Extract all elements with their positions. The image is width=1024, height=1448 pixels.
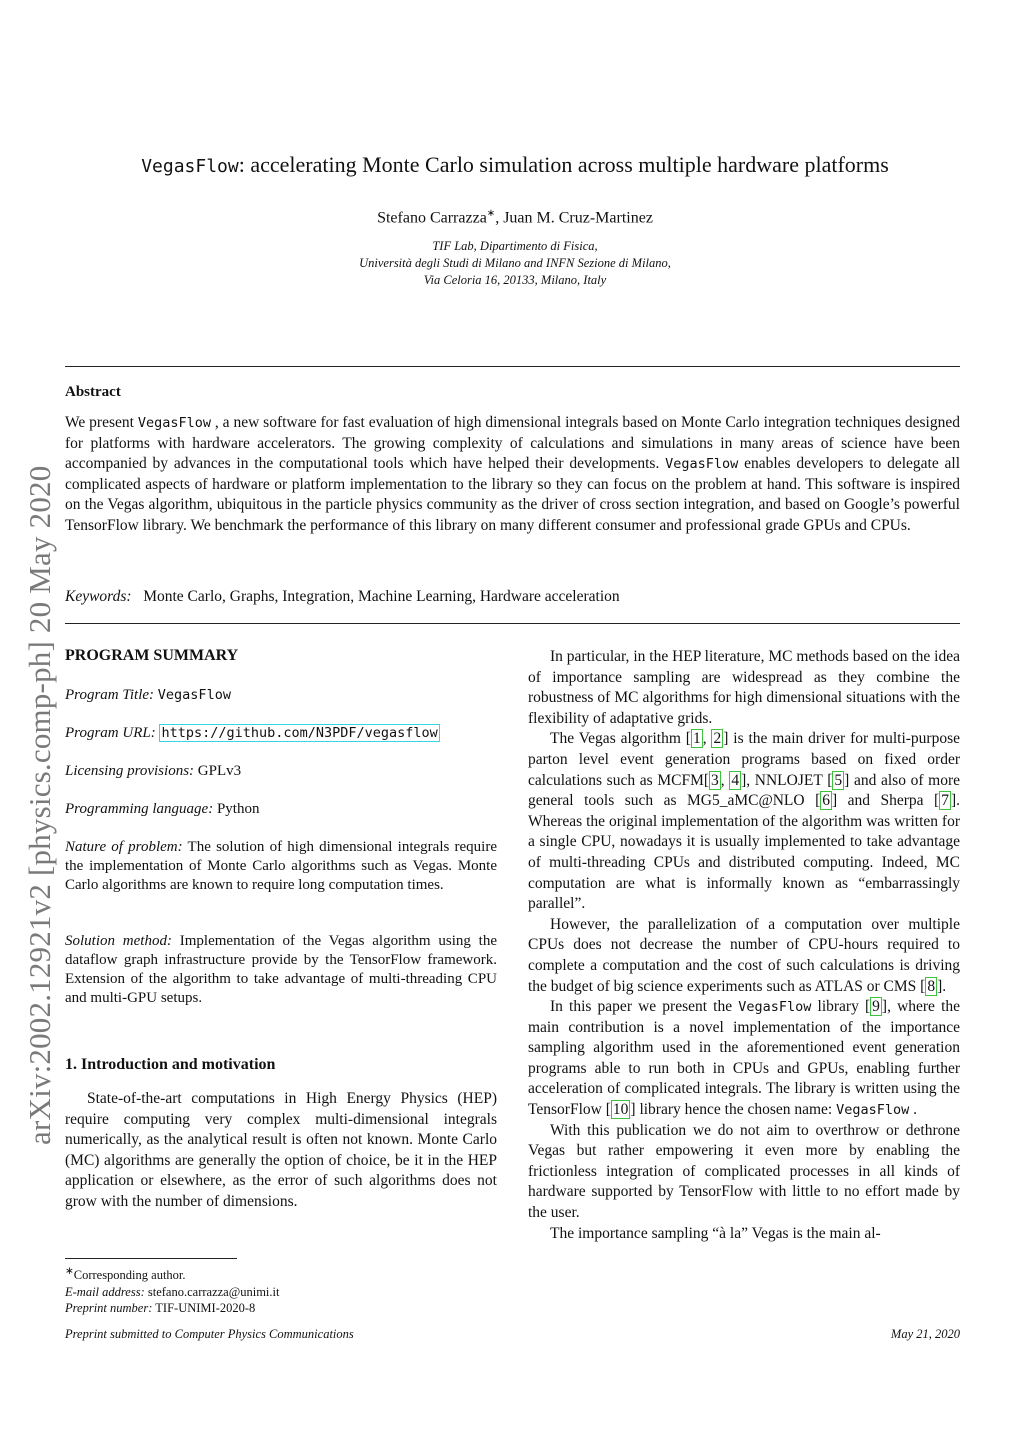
keywords-text: Monte Carlo, Graphs, Integration, Machine Learning, Hardware acceleration [143, 588, 620, 605]
title-software-name: VegasFlow [141, 156, 239, 177]
program-summary-heading: PROGRAM SUMMARY [65, 647, 239, 664]
top-rule [65, 366, 960, 367]
citation-link[interactable]: 10 [612, 1101, 629, 1119]
footnote-mark: ∗ [65, 1266, 74, 1277]
author-1-mark: ∗ [486, 208, 496, 219]
field-label: Programming language: [65, 801, 214, 817]
citation-link[interactable]: 1 [692, 730, 701, 748]
citation-link[interactable]: 8 [927, 977, 936, 995]
footnote [65, 1284, 279, 1301]
text: . [909, 1101, 918, 1119]
authors [60, 208, 970, 227]
citation-link[interactable]: 4 [731, 771, 740, 789]
section-heading: 1. Introduction and motivation [65, 1056, 276, 1073]
program-url-link[interactable]: https://github.com/N3PDF/vegasflow [161, 725, 438, 741]
solution-method [65, 932, 497, 1008]
arxiv-stamp: arXiv:2002.12921v2 [physics.comp-ph] 20 May 2020 [22, 465, 57, 1145]
nature-of-problem [65, 838, 497, 895]
paper-title [60, 152, 970, 178]
text: and also of more general tools such as MG5_aMC@NLO [528, 771, 961, 810]
preprint-number: TIF-UNIMI-2020-8 [155, 1301, 256, 1316]
field-label: Licensing provisions: [65, 763, 195, 779]
affiliation-line: Via Celoria 16, 20133, Milano, Italy [423, 273, 607, 287]
software-name: VegasFlow [137, 415, 211, 431]
licensing-field [65, 763, 241, 780]
paragraph: The Vegas algorithm [ 1 , 2 ] is the main driver for multi-purpose parton level event generation programs based on fixed order calculations such as MCFM[ 3 , 4 ], NNLOJET [ 5 ] and also of more general tools such as MG5_aMC@NLO [ 6 ] and Sherpa [ 7 ]. Whereas the original implementation of the algorithm was written for a single CPU, nowadays it is usually implemented to take advantage of multi-threading CPUs and distributed computing. Indeed, MC computation are what is informally known as “embarrassingly parallel”. [528, 730, 961, 913]
author-separator: , [495, 209, 504, 227]
text: and Sherpa [837, 792, 935, 810]
software-name: VegasFlow [665, 456, 739, 473]
email-address: stefano.carrazza@unimi.it [147, 1284, 280, 1299]
software-name: VegasFlow [738, 999, 812, 1016]
citation-link[interactable]: 2 [713, 730, 722, 748]
text: The Vegas algorithm [550, 730, 686, 748]
program-url-field [65, 725, 440, 742]
text: library [811, 998, 865, 1016]
affiliation-line: Università degli Studi di Milano and INFN Sezione di Milano, [359, 256, 671, 270]
text: However, the parallelization of a computation over multiple CPUs does not decrease the number of CPU-hours required to complete a computation and the cost of such calculations is driving the budget of big science experiments such as ATLAS or CMS [528, 915, 960, 995]
keywords-label: Keywords: [65, 588, 132, 605]
field-value: Python [216, 801, 260, 817]
text: . Whereas the original implementation of the algorithm was written for a single CPU, nowadays it is usually implemented to take advantage of multi-threading CPUs and distributed computing. Indeed, MC computation are what is informally known as “embarrassingly parallel”. [528, 792, 960, 913]
footnote-label: Preprint number: [65, 1301, 153, 1316]
abstract-text-part: enables developers to delegate all complicated aspects of hardware or platform implementation to the library so they can focus on the problem at hand. This software is inspired on the Vegas algorithm, ubiquitous in the particle physics community as the driver of cross section integration, and based on Google’s powerful TensorFlow library. We benchmark the performance of this library on many different consumer and professional grade GPUs and CPUs. [65, 455, 961, 534]
footnotes [65, 1264, 279, 1317]
field-label: Solution method: [65, 933, 172, 949]
abstract-text [65, 413, 960, 537]
field-label: Nature of problem: [65, 839, 183, 855]
field-value: GPLv3 [197, 763, 242, 779]
intro-paragraph [65, 1089, 497, 1213]
footnote-label: E-mail address: [65, 1284, 145, 1299]
citation-link[interactable]: 7 [941, 792, 949, 810]
field-text: Implementation of the Vegas algorithm using the dataflow graph infrastructure provide by the TensorFlow framework. Extension of the algorithm to take advantage of multi-threading CPU and multi-GPU setups. [65, 933, 498, 1006]
field-text: The solution of high dimensional integrals require the implementation of Monte Carlo algorithms such as Vegas. Monte Carlo algorithms are known to require long computation times. [65, 839, 497, 893]
footnote-text: Corresponding author. [73, 1268, 186, 1283]
footnote [65, 1264, 279, 1284]
abstract-text-part: We present [65, 414, 138, 431]
affiliation-line: TIF Lab, Dipartimento di Fisica, [432, 239, 598, 253]
citation-link[interactable]: 9 [872, 998, 880, 1016]
abstract-bottom-rule [65, 623, 960, 624]
citation-link[interactable]: 5 [834, 771, 843, 789]
field-label: Program Title: [65, 687, 155, 703]
footnote [65, 1300, 279, 1317]
footnote-rule [65, 1258, 237, 1259]
paragraph: In particular, in the HEP literature, MC methods based on the idea of importance sampling are widespread as they combine the robustness of MC algorithms for high dimensional situations with the flexibility of adaptative grids. [528, 648, 960, 727]
footer-journal: Preprint submitted to Computer Physics Communications [65, 1327, 354, 1341]
paragraph: With this publication we do not aim to overthrow or dethrone Vegas but rather empowering it even more by enabling the frictionless integration of complicated processes in all kinds of hardware supported by TensorFlow with little to no effort made by the user. [528, 1121, 960, 1222]
field-label: Program URL: [65, 725, 156, 741]
paragraph: In this paper we present the VegasFlow library [ 9 ], where the main contribution is a novel implementation of the importance sampling algorithm used in the aforementioned event generation programs able to run both in CPUs and GPUs, enabling further acceleration of complicated integrals. The library is written using the TensorFlow [ 10 ] library hence the chosen name: VegasFlow . [528, 998, 961, 1119]
text: library hence the chosen name: [635, 1101, 837, 1119]
text: In this paper we present the [550, 998, 739, 1016]
program-title-field [65, 687, 231, 704]
paragraph: However, the parallelization of a computation over multiple CPUs does not decrease the number of CPU-hours required to complete a computation and the cost of such calculations is driving the budget of big science experiments such as ATLAS or CMS [ 8 ]. [528, 915, 960, 995]
text: , NNLOJET [746, 771, 828, 789]
abstract-text-part: , a new software for fast evaluation of high dimensional integrals based on Monte Carlo integration techniques designed for platforms with hardware accelerators. The growing complexity of calculations and simulations in many areas of science have been accompanied by advances in the computational tools which have helped their developments. [65, 414, 960, 473]
author-1: Stefano Carrazza [377, 209, 487, 227]
affiliation [60, 238, 970, 289]
citation-link[interactable]: 6 [822, 792, 830, 810]
text: . [942, 977, 947, 995]
footer-date: May 21, 2020 [890, 1327, 960, 1341]
paragraph: State-of-the-art computations in High Energy Physics (HEP) require computing very complex multi-dimensional integrals numerically, as the analytical result is often not known. Monte Carlo (MC) algorithms are generally the option of choice, be it in the HEP application or elsewhere, as the error of such algorithms does not grow with the number of dimensions. [65, 1090, 497, 1210]
right-column [528, 647, 960, 1244]
paragraph: The importance sampling “à la” Vegas is the main al- [550, 1224, 881, 1242]
abstract-heading: Abstract [65, 384, 121, 400]
text: is the main driver for multi-purpose parton level event generation programs based on fixed order calculations such as MCFM [528, 730, 961, 789]
author-2: Juan M. Cruz-Martinez [503, 209, 653, 227]
citation-link[interactable]: 3 [711, 771, 719, 789]
software-name: VegasFlow [836, 1102, 910, 1119]
field-value: VegasFlow [157, 687, 231, 703]
title-text: : accelerating Monte Carlo simulation across multiple hardware platforms [238, 152, 889, 177]
text: , where the main contribution is a novel implementation of the importance sampling algorithm used in the aforementioned event generation programs able to run both in CPUs and GPUs, enabling further acceleration of complicated integrals. The library is written using the TensorFlow [528, 998, 961, 1119]
language-field [65, 801, 259, 818]
keywords [65, 588, 620, 606]
